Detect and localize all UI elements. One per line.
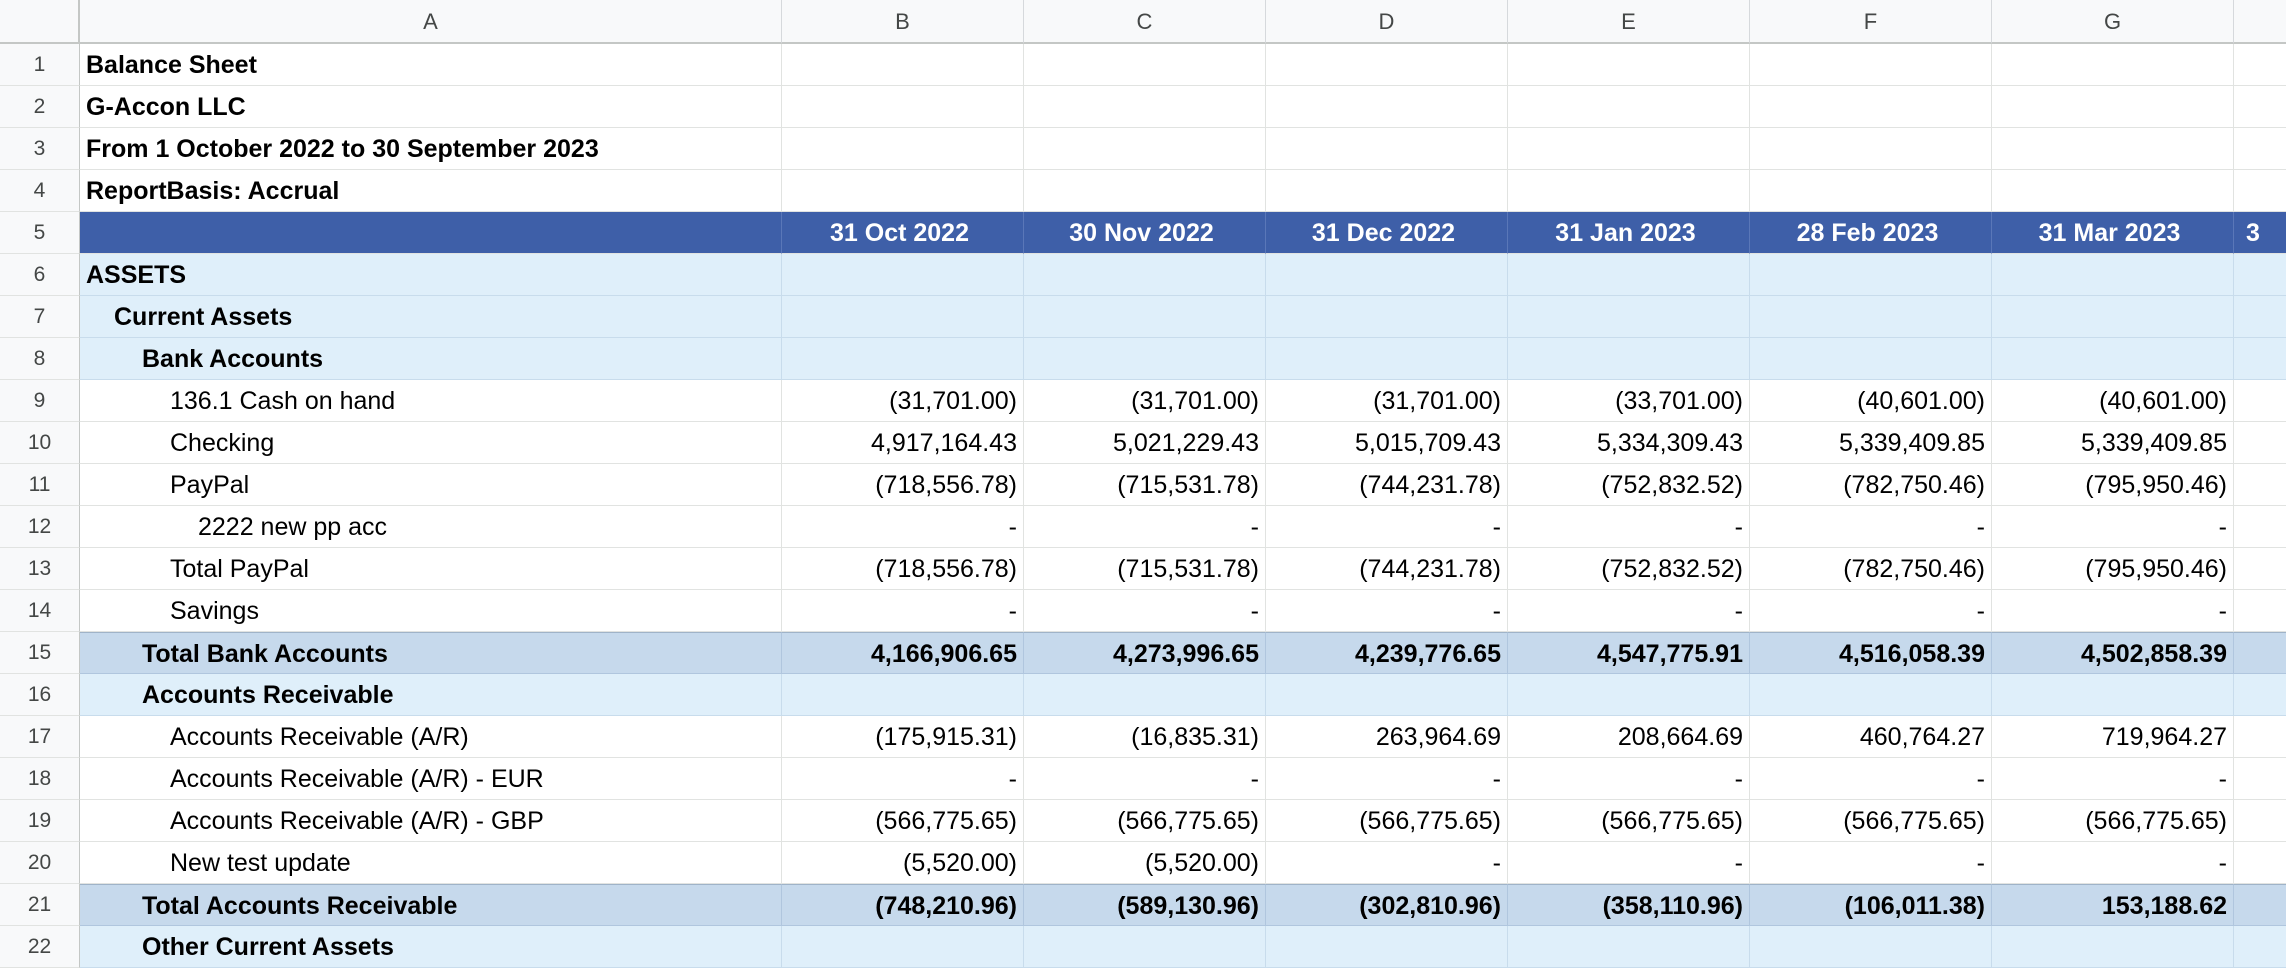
cell-value-e[interactable]: [1508, 296, 1750, 338]
cell-partial[interactable]: [2234, 632, 2286, 674]
cell-account-name[interactable]: Checking: [80, 422, 782, 464]
cell-value-b[interactable]: (718,556.78): [782, 464, 1024, 506]
cell-account-name[interactable]: Balance Sheet: [80, 44, 782, 86]
cell-value-d[interactable]: [1266, 44, 1508, 86]
cell-value-f[interactable]: -: [1750, 506, 1992, 548]
cell-value-e[interactable]: (358,110.96): [1508, 884, 1750, 926]
cell-value-f[interactable]: [1750, 44, 1992, 86]
cell-value-c[interactable]: [1024, 128, 1266, 170]
select-all-corner[interactable]: [0, 0, 80, 44]
row-header[interactable]: 15: [0, 632, 80, 674]
sheet-row: [0, 632, 2286, 674]
cell-value-b[interactable]: 4,166,906.65: [782, 632, 1024, 674]
cell-account-name[interactable]: Savings: [80, 590, 782, 632]
cell-value-c[interactable]: (16,835.31): [1024, 716, 1266, 758]
cell-value-f[interactable]: [1750, 926, 1992, 968]
cell-value-f[interactable]: -: [1750, 842, 1992, 884]
cell-value-c[interactable]: (31,701.00): [1024, 380, 1266, 422]
cell-value-g[interactable]: [1992, 674, 2234, 716]
cell-value-b[interactable]: [782, 44, 1024, 86]
cell-partial[interactable]: [2234, 716, 2286, 758]
cell-value-c[interactable]: [1024, 926, 1266, 968]
cell-value-e[interactable]: [1508, 170, 1750, 212]
cell-value-d[interactable]: (31,701.00): [1266, 380, 1508, 422]
cell-partial[interactable]: [2234, 254, 2286, 296]
column-header-f[interactable]: F: [1750, 0, 1992, 44]
sheet-row: [0, 590, 2286, 632]
cell-value-c[interactable]: (566,775.65): [1024, 800, 1266, 842]
cell-account-name[interactable]: Bank Accounts: [80, 338, 782, 380]
cell-value-b[interactable]: (31,701.00): [782, 380, 1024, 422]
column-header-e[interactable]: E: [1508, 0, 1750, 44]
cell-value-e[interactable]: (752,832.52): [1508, 548, 1750, 590]
sheet-row: [0, 506, 2286, 548]
cell-partial[interactable]: [2234, 44, 2286, 86]
cell-value-g[interactable]: 4,502,858.39: [1992, 632, 2234, 674]
column-header-c[interactable]: C: [1024, 0, 1266, 44]
cell-value-d[interactable]: -: [1266, 758, 1508, 800]
cell-account-name[interactable]: PayPal: [80, 464, 782, 506]
row-header[interactable]: 13: [0, 548, 80, 590]
cell-account-name[interactable]: 2222 new pp acc: [80, 506, 782, 548]
cell-value-c[interactable]: -: [1024, 758, 1266, 800]
cell-value-e[interactable]: (33,701.00): [1508, 380, 1750, 422]
cell-value-c[interactable]: (715,531.78): [1024, 464, 1266, 506]
cell-account-name[interactable]: Accounts Receivable (A/R): [80, 716, 782, 758]
cell-value-c[interactable]: [1024, 338, 1266, 380]
row-header[interactable]: 4: [0, 170, 80, 212]
sheet-row: [0, 884, 2286, 926]
cell-value-f[interactable]: 460,764.27: [1750, 716, 1992, 758]
sheet-row: [0, 380, 2286, 422]
cell-value-c[interactable]: -: [1024, 590, 1266, 632]
cell-value-e[interactable]: (566,775.65): [1508, 800, 1750, 842]
cell-value-e[interactable]: -: [1508, 842, 1750, 884]
cell-value-g[interactable]: [1992, 44, 2234, 86]
row-header[interactable]: 21: [0, 884, 80, 926]
cell-account-name[interactable]: New test update: [80, 842, 782, 884]
sheet-row: [0, 842, 2286, 884]
cell-value-d[interactable]: [1266, 128, 1508, 170]
row-header[interactable]: 5: [0, 212, 80, 254]
cell-value-e[interactable]: [1508, 674, 1750, 716]
cell-account-name[interactable]: G-Accon LLC: [80, 86, 782, 128]
cell-partial[interactable]: [2234, 758, 2286, 800]
cell-value-d[interactable]: 31 Dec 2022: [1266, 212, 1508, 254]
row-header[interactable]: 6: [0, 254, 80, 296]
cell-value-e[interactable]: [1508, 254, 1750, 296]
row-header[interactable]: 11: [0, 464, 80, 506]
cell-partial[interactable]: [2234, 506, 2286, 548]
cell-value-c[interactable]: 5,021,229.43: [1024, 422, 1266, 464]
cell-value-c[interactable]: (5,520.00): [1024, 842, 1266, 884]
cell-value-d[interactable]: -: [1266, 506, 1508, 548]
sheet-row: [0, 422, 2286, 464]
cell-account-name[interactable]: Accounts Receivable (A/R) - GBP: [80, 800, 782, 842]
cell-value-f[interactable]: (106,011.38): [1750, 884, 1992, 926]
row-header[interactable]: 22: [0, 926, 80, 968]
column-header-a[interactable]: A: [80, 0, 782, 44]
cell-value-b[interactable]: [782, 86, 1024, 128]
row-header[interactable]: 14: [0, 590, 80, 632]
cell-value-d[interactable]: (744,231.78): [1266, 548, 1508, 590]
sheet-row: [0, 212, 2286, 254]
cell-value-f[interactable]: (40,601.00): [1750, 380, 1992, 422]
cell-value-g[interactable]: [1992, 170, 2234, 212]
cell-value-b[interactable]: 31 Oct 2022: [782, 212, 1024, 254]
cell-value-f[interactable]: [1750, 128, 1992, 170]
cell-value-c[interactable]: [1024, 296, 1266, 338]
cell-partial[interactable]: [2234, 590, 2286, 632]
cell-value-f[interactable]: 5,339,409.85: [1750, 422, 1992, 464]
cell-value-d[interactable]: [1266, 926, 1508, 968]
cell-value-e[interactable]: 208,664.69: [1508, 716, 1750, 758]
cell-partial[interactable]: [2234, 422, 2286, 464]
cell-value-b[interactable]: -: [782, 590, 1024, 632]
sheet-row: [0, 548, 2286, 590]
cell-value-g[interactable]: 5,339,409.85: [1992, 422, 2234, 464]
cell-value-d[interactable]: [1266, 296, 1508, 338]
cell-value-e[interactable]: [1508, 926, 1750, 968]
cell-account-name[interactable]: [80, 212, 782, 254]
cell-account-name[interactable]: Total PayPal: [80, 548, 782, 590]
sheet-row: [0, 800, 2286, 842]
cell-value-f[interactable]: (782,750.46): [1750, 464, 1992, 506]
cell-value-c[interactable]: [1024, 674, 1266, 716]
cell-value-c[interactable]: [1024, 170, 1266, 212]
row-header[interactable]: 20: [0, 842, 80, 884]
cell-account-name[interactable]: Other Current Assets: [80, 926, 782, 968]
cell-header-partial[interactable]: 3: [2234, 212, 2286, 254]
cell-value-f[interactable]: (782,750.46): [1750, 548, 1992, 590]
column-header-g[interactable]: G: [1992, 0, 2234, 44]
cell-account-name[interactable]: From 1 October 2022 to 30 September 2023: [80, 128, 782, 170]
sheet-row: [0, 254, 2286, 296]
row-header[interactable]: 8: [0, 338, 80, 380]
cell-value-g[interactable]: (566,775.65): [1992, 800, 2234, 842]
cell-value-d[interactable]: (566,775.65): [1266, 800, 1508, 842]
row-header[interactable]: 17: [0, 716, 80, 758]
column-header-partial[interactable]: [2234, 0, 2286, 44]
sheet-row: [0, 338, 2286, 380]
cell-account-name[interactable]: Accounts Receivable: [80, 674, 782, 716]
cell-value-d[interactable]: 4,239,776.65: [1266, 632, 1508, 674]
row-header[interactable]: 16: [0, 674, 80, 716]
cell-value-c[interactable]: [1024, 44, 1266, 86]
cell-account-name[interactable]: ReportBasis: Accrual: [80, 170, 782, 212]
cell-value-f[interactable]: 28 Feb 2023: [1750, 212, 1992, 254]
cell-value-e[interactable]: 4,547,775.91: [1508, 632, 1750, 674]
sheet-row: [0, 170, 2286, 212]
cell-partial[interactable]: [2234, 380, 2286, 422]
cell-value-b[interactable]: [782, 338, 1024, 380]
cell-value-d[interactable]: -: [1266, 590, 1508, 632]
cell-value-e[interactable]: 31 Jan 2023: [1508, 212, 1750, 254]
cell-value-f[interactable]: (566,775.65): [1750, 800, 1992, 842]
cell-value-d[interactable]: [1266, 170, 1508, 212]
cell-partial[interactable]: [2234, 86, 2286, 128]
cell-value-d[interactable]: -: [1266, 842, 1508, 884]
cell-value-g[interactable]: [1992, 926, 2234, 968]
cell-partial[interactable]: [2234, 128, 2286, 170]
cell-partial[interactable]: [2234, 842, 2286, 884]
cell-account-name[interactable]: Current Assets: [80, 296, 782, 338]
cell-value-d[interactable]: 5,015,709.43: [1266, 422, 1508, 464]
cell-value-g[interactable]: (795,950.46): [1992, 548, 2234, 590]
row-header[interactable]: 3: [0, 128, 80, 170]
cell-value-c[interactable]: [1024, 254, 1266, 296]
cell-value-b[interactable]: 4,917,164.43: [782, 422, 1024, 464]
cell-value-b[interactable]: [782, 170, 1024, 212]
sheet-row: [0, 926, 2286, 968]
cell-value-g[interactable]: [1992, 86, 2234, 128]
column-header-b[interactable]: B: [782, 0, 1024, 44]
sheet-row: [0, 44, 2286, 86]
cell-value-e[interactable]: [1508, 86, 1750, 128]
column-header-row: [0, 0, 2286, 44]
cell-value-g[interactable]: (40,601.00): [1992, 380, 2234, 422]
cell-value-f[interactable]: [1750, 296, 1992, 338]
cell-value-g[interactable]: [1992, 338, 2234, 380]
cell-partial[interactable]: [2234, 674, 2286, 716]
cell-value-g[interactable]: [1992, 254, 2234, 296]
cell-value-e[interactable]: [1508, 338, 1750, 380]
cell-value-c[interactable]: [1024, 86, 1266, 128]
cell-value-f[interactable]: [1750, 674, 1992, 716]
cell-value-d[interactable]: 263,964.69: [1266, 716, 1508, 758]
cell-partial[interactable]: [2234, 296, 2286, 338]
cell-value-b[interactable]: [782, 674, 1024, 716]
cell-value-d[interactable]: [1266, 674, 1508, 716]
cell-partial[interactable]: [2234, 338, 2286, 380]
cell-value-g[interactable]: -: [1992, 842, 2234, 884]
cell-value-b[interactable]: (718,556.78): [782, 548, 1024, 590]
row-header[interactable]: 7: [0, 296, 80, 338]
cell-value-e[interactable]: -: [1508, 590, 1750, 632]
cell-value-f[interactable]: [1750, 338, 1992, 380]
cell-value-g[interactable]: 153,188.62: [1992, 884, 2234, 926]
cell-value-f[interactable]: -: [1750, 590, 1992, 632]
cell-value-c[interactable]: 30 Nov 2022: [1024, 212, 1266, 254]
cell-account-name[interactable]: Accounts Receivable (A/R) - EUR: [80, 758, 782, 800]
cell-account-name[interactable]: Total Bank Accounts: [80, 632, 782, 674]
cell-value-e[interactable]: [1508, 44, 1750, 86]
cell-account-name[interactable]: ASSETS: [80, 254, 782, 296]
row-header[interactable]: 10: [0, 422, 80, 464]
cell-account-name[interactable]: 136.1 Cash on hand: [80, 380, 782, 422]
cell-value-g[interactable]: -: [1992, 590, 2234, 632]
cell-account-name[interactable]: Total Accounts Receivable: [80, 884, 782, 926]
sheet-row: [0, 758, 2286, 800]
cell-value-g[interactable]: 719,964.27: [1992, 716, 2234, 758]
cell-value-e[interactable]: -: [1508, 758, 1750, 800]
cell-value-d[interactable]: (302,810.96): [1266, 884, 1508, 926]
column-header-d[interactable]: D: [1266, 0, 1508, 44]
cell-value-f[interactable]: [1750, 170, 1992, 212]
cell-value-b[interactable]: [782, 296, 1024, 338]
cell-value-g[interactable]: [1992, 296, 2234, 338]
sheet-row: [0, 296, 2286, 338]
sheet-row: [0, 464, 2286, 506]
cell-value-g[interactable]: [1992, 128, 2234, 170]
row-header[interactable]: 12: [0, 506, 80, 548]
cell-value-b[interactable]: (566,775.65): [782, 800, 1024, 842]
cell-value-f[interactable]: -: [1750, 758, 1992, 800]
cell-value-d[interactable]: (744,231.78): [1266, 464, 1508, 506]
cell-value-e[interactable]: 5,334,309.43: [1508, 422, 1750, 464]
cell-partial[interactable]: [2234, 170, 2286, 212]
cell-value-b[interactable]: (5,520.00): [782, 842, 1024, 884]
row-header[interactable]: 2: [0, 86, 80, 128]
cell-value-g[interactable]: -: [1992, 506, 2234, 548]
cell-value-b[interactable]: [782, 926, 1024, 968]
cell-value-d[interactable]: [1266, 86, 1508, 128]
cell-value-c[interactable]: 4,273,996.65: [1024, 632, 1266, 674]
row-header[interactable]: 9: [0, 380, 80, 422]
cell-value-c[interactable]: -: [1024, 506, 1266, 548]
cell-value-f[interactable]: 4,516,058.39: [1750, 632, 1992, 674]
cell-value-d[interactable]: [1266, 254, 1508, 296]
row-header[interactable]: 1: [0, 44, 80, 86]
sheet-row: [0, 716, 2286, 758]
row-header[interactable]: 18: [0, 758, 80, 800]
cell-value-b[interactable]: [782, 128, 1024, 170]
cell-value-e[interactable]: [1508, 128, 1750, 170]
cell-partial[interactable]: [2234, 926, 2286, 968]
cell-value-c[interactable]: (589,130.96): [1024, 884, 1266, 926]
sheet-row: [0, 128, 2286, 170]
cell-value-e[interactable]: (752,832.52): [1508, 464, 1750, 506]
cell-partial[interactable]: [2234, 548, 2286, 590]
sheet-row: [0, 86, 2286, 128]
cell-partial[interactable]: [2234, 800, 2286, 842]
cell-value-e[interactable]: -: [1508, 506, 1750, 548]
cell-value-b[interactable]: [782, 254, 1024, 296]
cell-value-b[interactable]: -: [782, 758, 1024, 800]
cell-partial[interactable]: [2234, 464, 2286, 506]
cell-value-b[interactable]: -: [782, 506, 1024, 548]
cell-partial[interactable]: [2234, 884, 2286, 926]
row-header[interactable]: 19: [0, 800, 80, 842]
sheet-row: [0, 674, 2286, 716]
cell-value-f[interactable]: [1750, 86, 1992, 128]
cell-value-g[interactable]: 31 Mar 2023: [1992, 212, 2234, 254]
cell-value-b[interactable]: (175,915.31): [782, 716, 1024, 758]
cell-value-g[interactable]: (795,950.46): [1992, 464, 2234, 506]
cell-value-c[interactable]: (715,531.78): [1024, 548, 1266, 590]
cell-value-b[interactable]: (748,210.96): [782, 884, 1024, 926]
cell-value-d[interactable]: [1266, 338, 1508, 380]
cell-value-g[interactable]: -: [1992, 758, 2234, 800]
cell-value-f[interactable]: [1750, 254, 1992, 296]
